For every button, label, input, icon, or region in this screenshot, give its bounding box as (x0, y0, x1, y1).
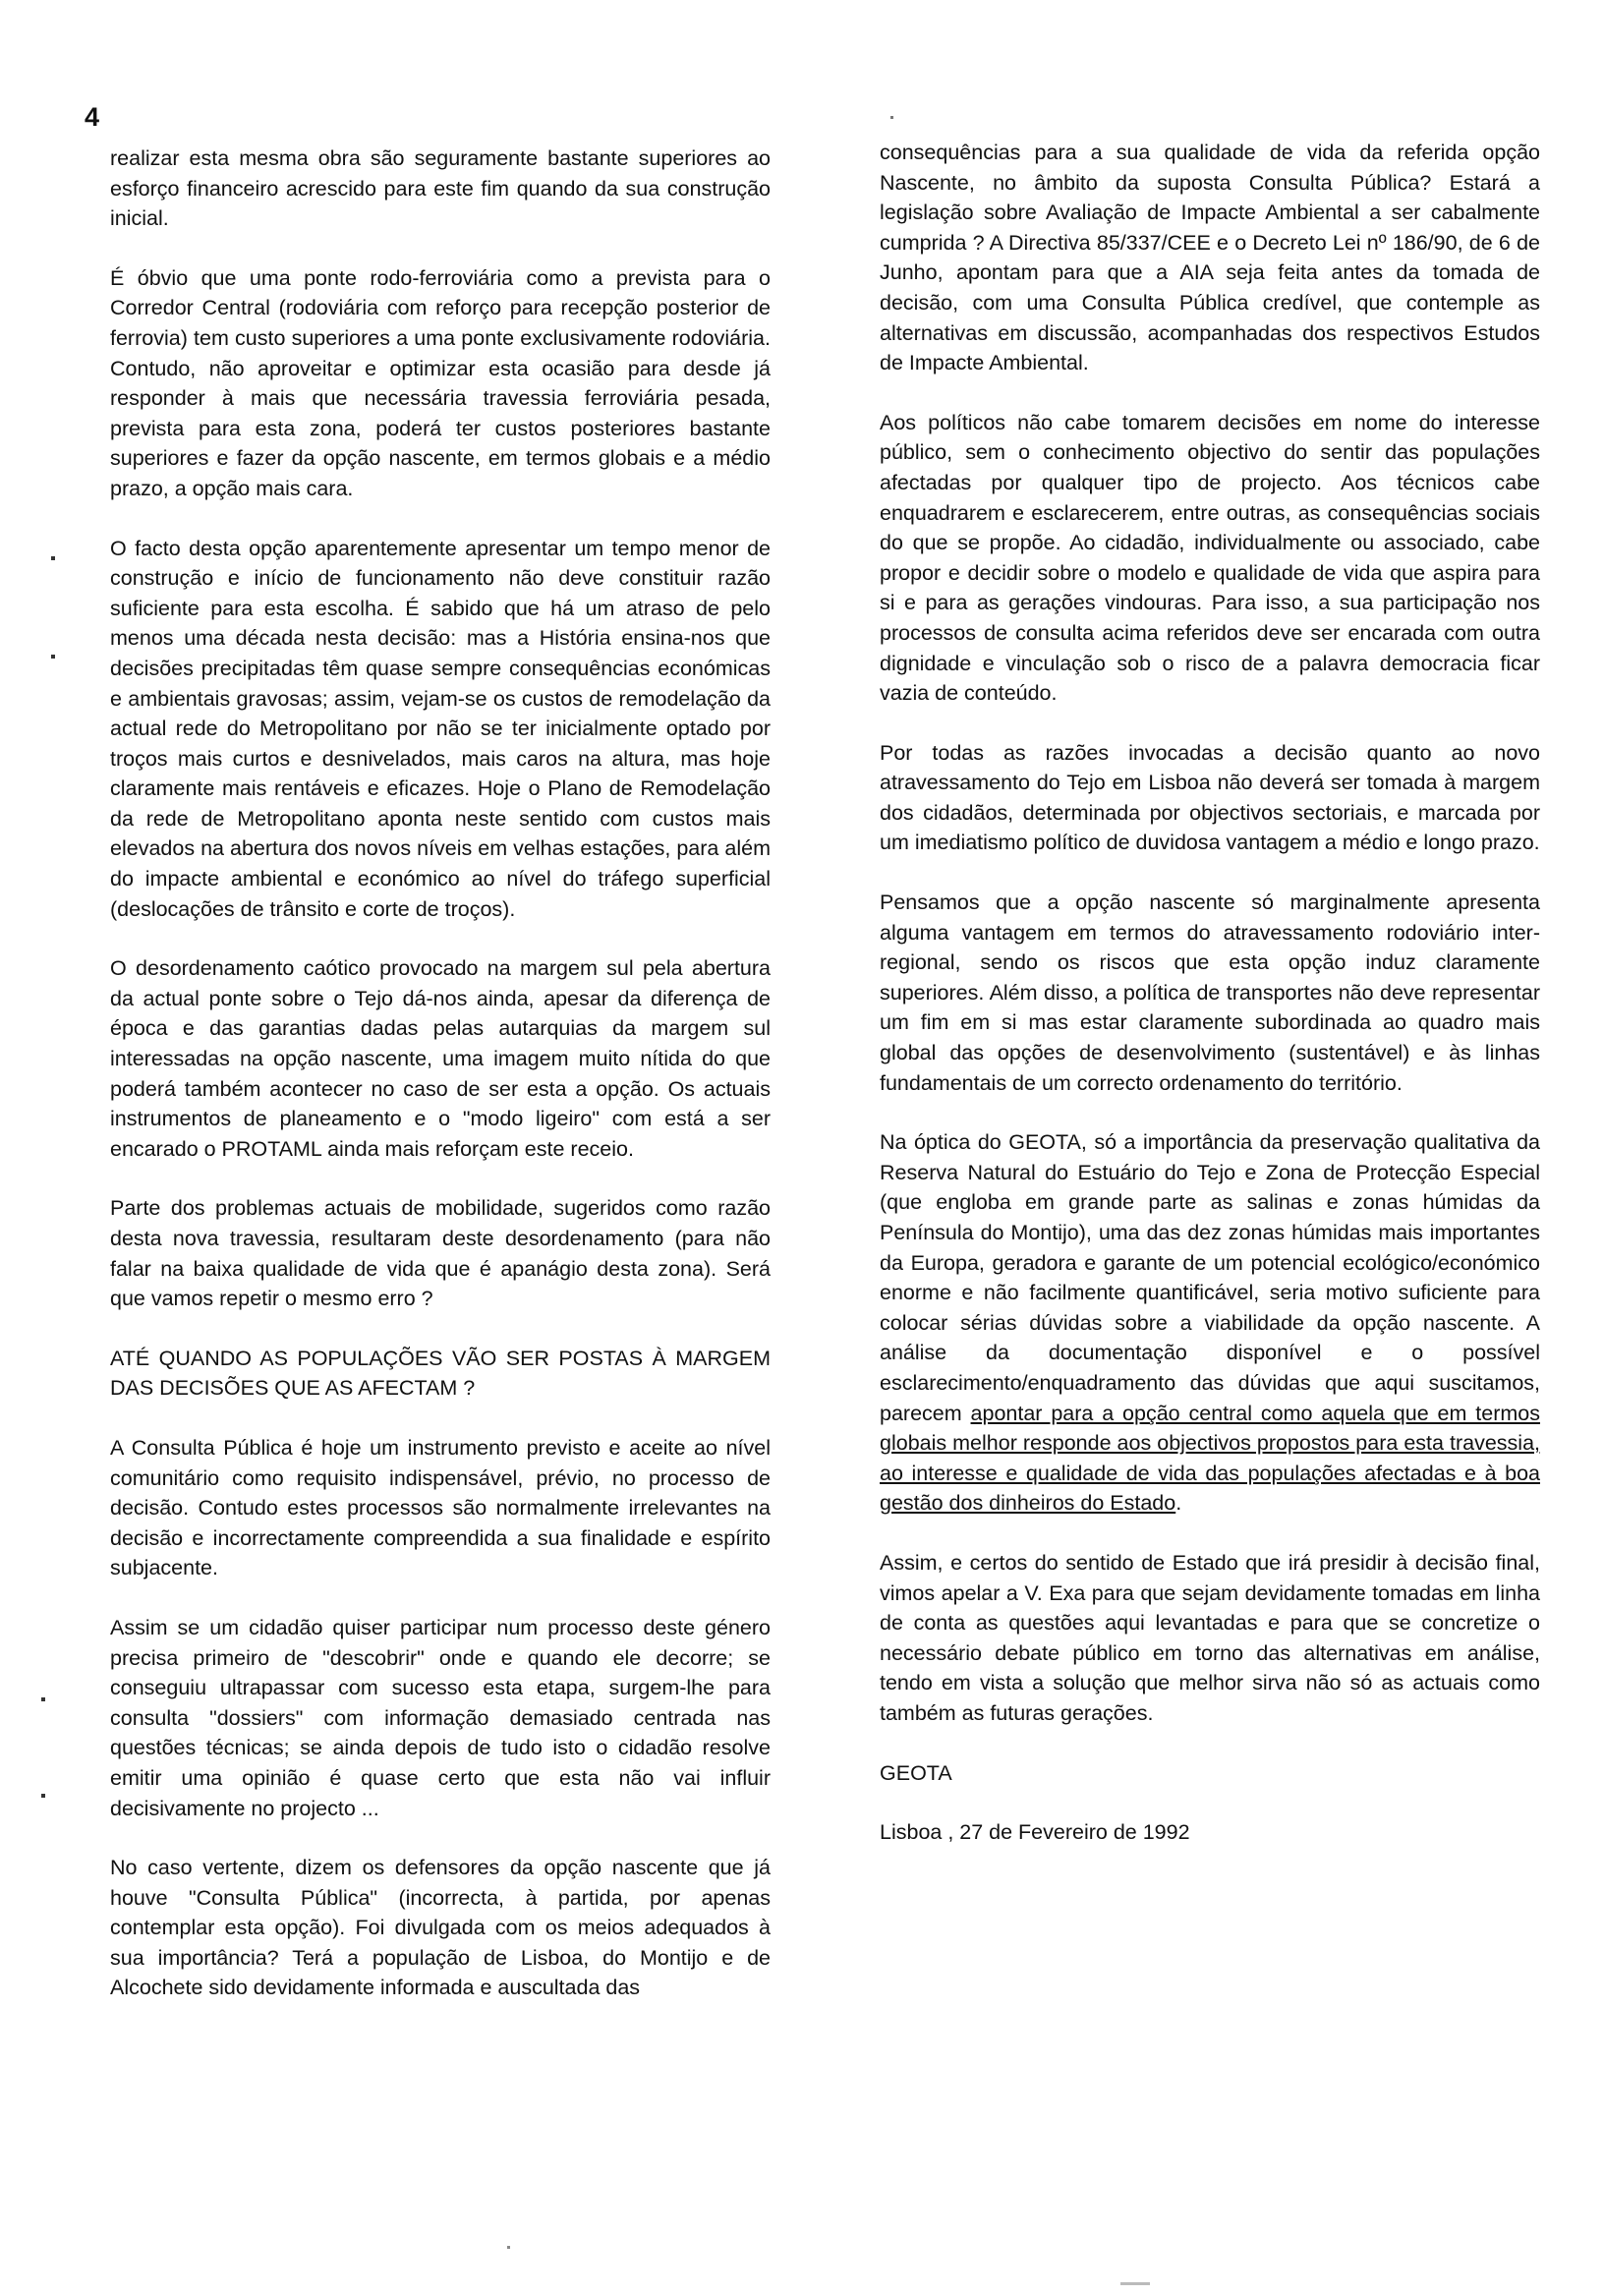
right-paragraph-5 (880, 1127, 1540, 1519)
right-paragraph-4: Pensamos que a opção nascente só marginalmente apresenta alguma vantagem em termos do atravessamento rodoviário inter-regional, sendo os riscos que esta opção induz claramente superiores. Além disso, a política de transportes não deve representar um fim em si mas estar claramente subordinada ao quadro mais global das opções de desenvolvimento (sustentável) e às linhas fundamentais de um correcto ordenamento do território. (880, 890, 1540, 1095)
left-column (110, 144, 771, 2033)
underlined-conclusion: apontar para a opção central como aquela que em termos globais melhor responde aos objectivos propostos para esta travessia, ao interesse e qualidade de vida das populações afectadas e à boa gestão dos dinheiros do Estado (880, 1401, 1540, 1516)
margin-mark (507, 2246, 510, 2249)
scan-speck (1120, 2282, 1150, 2285)
right-paragraph-5-end: . (1175, 1491, 1182, 1516)
margin-mark (51, 556, 55, 560)
right-paragraph-5-start: Na óptica do GEOTA, só a importância da preservação qualitativa da Reserva Natural do Estuário do Tejo e Zona de Protecção Especial (que engloba em grande parte as salinas e zonas húmidas da Península do Montijo), uma das dez zonas húmidas mais importantes da Europa, geradora e garante de um potencial ecológico/económico enorme e não facilmente quantificável, seria motivo suficiente para colocar sérias dúvidas sobre a viabilidade da opção nascente. A análise da documentação disponível e o possível esclarecimento/enquadramento das dúvidas que aqui suscitamos, parecem (880, 1130, 1540, 1425)
left-paragraph-5: Parte dos problemas actuais de mobilidade, sugeridos como razão desta nova travessia, resultaram deste desordenamento (para não falar na baixa qualidade de vida que é apanágio desta zona). Será que vamos repetir o mesmo erro ? (110, 1196, 771, 1311)
left-paragraph-6: A Consulta Pública é hoje um instrumento previsto e aceite ao nível comunitário como requisito indispensável, prévio, no processo de decisão. Contudo estes processos são normalmente irrelevantes na decisão e incorrectamente compreendida a sua finalidade e espírito subjacente. (110, 1435, 771, 1580)
margin-mark (51, 655, 55, 659)
right-column (880, 138, 1540, 1877)
page-number: 4 (85, 102, 100, 132)
left-paragraph-8: No caso vertente, dizem os defensores da opção nascente que já houve "Consulta Pública" (incorrecta, à partida, por apenas contemplar esta opção). Foi divulgada com os meios adequados à sua importância? Terá a população de Lisboa, do Montijo e de Alcochete sido devidamente informada e auscultada das (110, 1856, 771, 2000)
left-paragraph-1: realizar esta mesma obra são seguramente bastante superiores ao esforço financeiro acrescido para este fim quando da sua construção inicial. (110, 146, 771, 231)
signature-org: GEOTA (880, 1760, 952, 1785)
left-paragraph-2: É óbvio que uma ponte rodo-ferroviária como a prevista para o Corredor Central (rodoviária com reforço para recepção posterior de ferrovia) tem custo superiores a uma ponte exclusivamente rodoviária. Contudo, não aproveitar e optimizar esta ocasião para desde já responder à mais que necessária travessia ferroviária pesada, prevista para esta zona, poderá ter custos posteriores bastante superiores e fazer da opção nascente, em termos globais e a médio prazo, a opção mais cara. (110, 265, 771, 500)
left-paragraph-4: O desordenamento caótico provocado na margem sul pela abertura da actual ponte sobre o Tejo dá-nos ainda, apesar da diferença de época e das garantias dadas pelas autarquias da margem sul interessadas na opção nascente, uma imagem muito nítida do que poderá também acontecer no caso de ser esta a opção. Os actuais instrumentos de planeamento e o "modo ligeiro" com está a ser encarado o PROTAML ainda mais reforçam este receio. (110, 956, 771, 1161)
margin-mark (41, 1794, 45, 1798)
left-paragraph-7: Assim se um cidadão quiser participar num processo deste género precisa primeiro de "descobrir" onde e quando ele decorre; se conseguiu ultrapassar com sucesso esta etapa, surgem-lhe para consulta "dossiers" com informação demasiado centrada nas questões técnicas; se ainda depois de tudo isto o cidadão resolve emitir uma opinião é quase certo que esta não vai influir decisivamente no projecto ... (110, 1615, 771, 1820)
left-paragraph-3: O facto desta opção aparentemente apresentar um tempo menor de construção e início de funcionamento não deve constituir razão suficiente para esta escolha. É sabido que há um atraso de pelo menos uma década nesta decisão: mas a História ensina-nos que decisões precipitadas têm quase sempre consequências económicas e ambientais gravosas; assim, vejam-se os custos de remodelação da actual rede do Metropolitano por não se ter inicialmente optado por troços mais curtos e desnivelados, mais caros na altura, mas hoje claramente mais rentáveis e eficazes. Hoje o Plano de Remodelação da rede de Metropolitano aponta neste sentido com custos mais elevados na abertura dos novos níveis em velhas estações, para além do impacte ambiental e económico ao nível do tráfego superficial (deslocações de trânsito e corte de troços). (110, 536, 771, 921)
margin-mark (890, 116, 893, 119)
right-paragraph-1: consequências para a sua qualidade de vida da referida opção Nascente, no âmbito da suposta Consulta Pública? Estará a legislação sobre Avaliação de Impacte Ambiental a ser cabalmente cumprida ? A Directiva 85/337/CEE e o Decreto Lei nº 186/90, de 6 de Junho, apontam para que a AIA seja feita antes da tomada de decisão, com uma Consulta Pública credível, que contemple as alternativas em discussão, acompanhadas dos respectivos Estudos de Impacte Ambiental. (880, 141, 1540, 375)
signature-place-date: Lisboa , 27 de Fevereiro de 1992 (880, 1820, 1190, 1845)
margin-mark (41, 1697, 45, 1701)
section-heading: ATÉ QUANDO AS POPULAÇÕES VÃO SER POSTAS À MARGEM DAS DECISÕES QUE AS AFECTAM ? (110, 1346, 771, 1401)
right-paragraph-6: Assim, e certos do sentido de Estado que irá presidir à decisão final, vimos apelar a V. Exa para que sejam devidamente tomadas em linha de conta as questões aqui levantadas e para que se concretize o necessário debate público em torno das alternativas em análise, tendo em vista a solução que melhor sirva não só as actuais como também as futuras gerações. (880, 1550, 1540, 1725)
right-paragraph-2: Aos políticos não cabe tomarem decisões em nome do interesse público, sem o conhecimento objectivo do sentir das populações afectadas por qualquer tipo de projecto. Aos técnicos cabe enquadrarem e esclarecerem, entre outras, as consequências sociais do que se propõe. Ao cidadão, individualmente ou associado, cabe propor e decidir sobre o modelo e qualidade de vida que aspira para si e para as gerações vindouras. Para isso, a sua participação nos processos de consulta acima referidos deve ser encarada com outra dignidade e vinculação sob o risco de a palavra democracia ficar vazia de conteúdo. (880, 410, 1540, 706)
right-paragraph-3: Por todas as razões invocadas a decisão quanto ao novo atravessamento do Tejo em Lisboa não deverá ser tomada à margem dos cidadãos, determinada por objectivos sectoriais, e marcada por um imediatismo político de duvidosa vantagem a médio e longo prazo. (880, 740, 1540, 855)
